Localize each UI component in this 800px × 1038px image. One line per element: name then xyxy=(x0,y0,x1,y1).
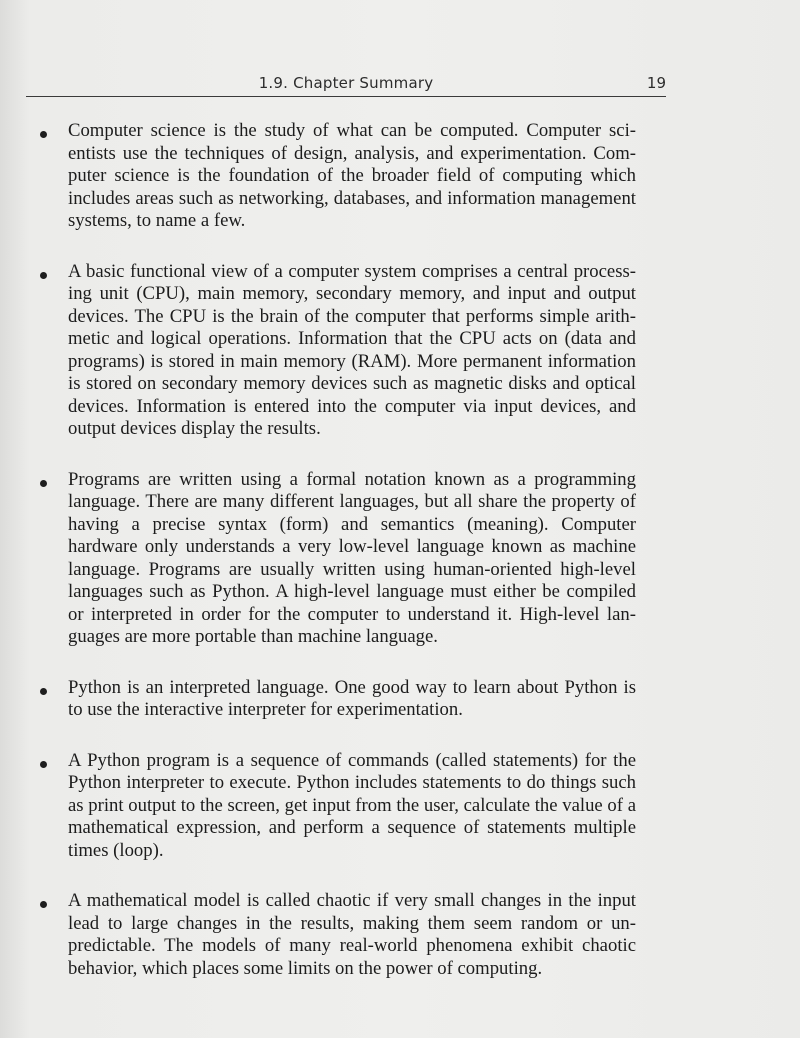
summary-text: A mathematical model is called chaotic if very small changes in the input lead to large changes in the results, making them seem random or unpredictable. The models of many real-world phenomena exhibit chaotic behavior, which places some limits on the power of computing. xyxy=(68,890,636,979)
summary-text: Python is an interpreted language. One good way to learn about Python is to use the interactive interpreter for experimentation. xyxy=(68,676,636,720)
running-header xyxy=(26,74,666,97)
list-item xyxy=(40,890,636,980)
bullet-icon xyxy=(40,688,47,695)
bullet-icon xyxy=(40,480,47,487)
list-item xyxy=(40,677,636,722)
chapter-summary-list xyxy=(40,120,636,1008)
bullet-icon xyxy=(40,272,47,279)
bullet-icon xyxy=(40,761,47,768)
list-item xyxy=(40,120,636,233)
summary-text: Computer science is the study of what can be computed. Computer scientists use the techniques of design, analysis, and experimentation. Computer science is the foundation of the broader field of computing which includes areas such as networking, databases, and information management systems, to name a few. xyxy=(68,120,636,231)
summary-text: A Python program is a sequence of commands (called statements) for the Python interpreter to execute. Python includes statements to do things such as print output to the screen, get input from the user, calculate the value of a mathematical expression, and perform a sequence of statements multiple times (loop). xyxy=(68,749,636,861)
summary-text: A basic functional view of a computer system comprises a central processing unit (CPU), main memory, secondary memory, and input and output devices. The CPU is the brain of the computer that performs simple arithmetic and logical operations. Information that the CPU acts on (data and programs) is stored in main memory (RAM). More permanent information is stored on secondary memory devices such as magnetic disks and optical devices. Information is entered into the computer via input devices, and output devices display the results. xyxy=(68,260,636,439)
section-title: 1.9. Chapter Summary xyxy=(258,74,434,92)
bullet-icon xyxy=(40,901,47,908)
summary-text: Programs are written using a formal notation known as a programming language. There are many different languages, but all share the property of having a precise syntax (form) and semantics (meaning). Computer hardware only understands a very low-level language known as machine language. Programs are usually written using human-oriented high-level languages such as Python. A high-level language must either be compiled or interpreted in order for the computer to understand it. High-level languages are more portable than machine language. xyxy=(68,468,636,647)
list-item xyxy=(40,261,636,441)
page-number: 19 xyxy=(646,74,666,92)
list-item xyxy=(40,469,636,649)
bullet-icon xyxy=(40,131,47,138)
list-item xyxy=(40,750,636,863)
